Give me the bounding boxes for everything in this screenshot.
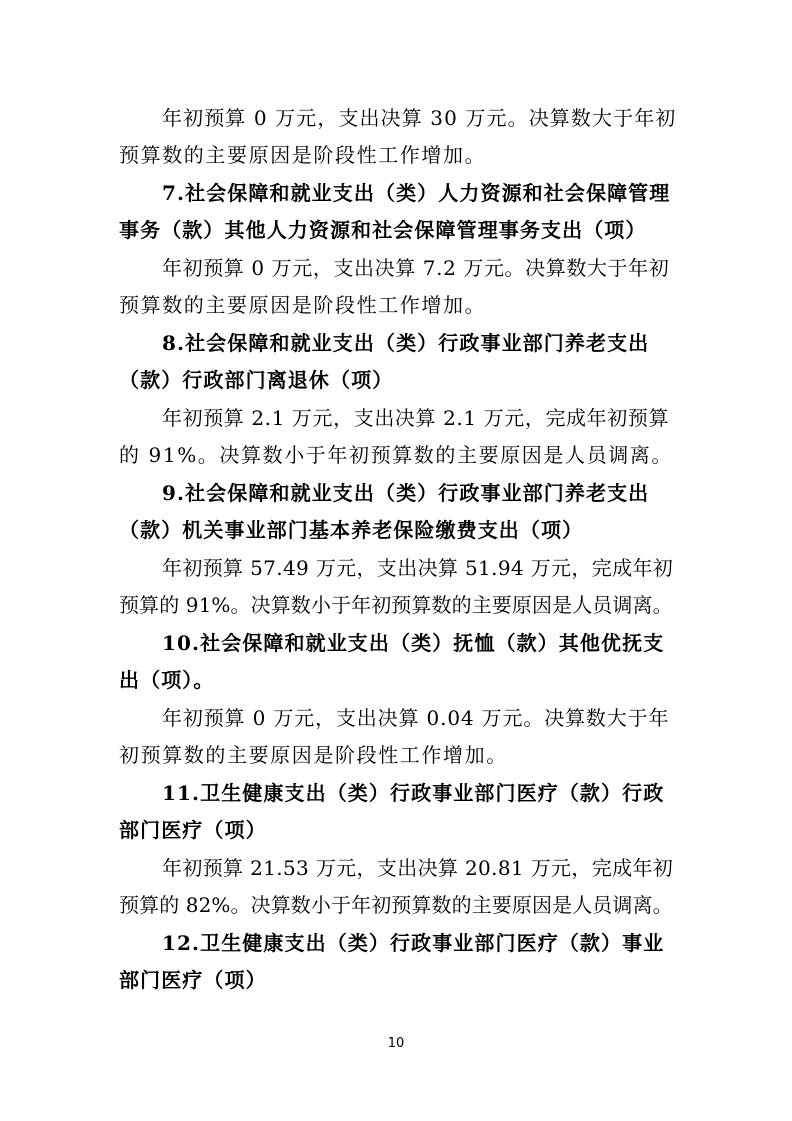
paragraph-line: 年初预算 2.1 万元，支出决算 2.1 万元，完成年初预算: [162, 406, 670, 430]
section-heading-line: 12.卫生健康支出（类）行政事业部门医疗（款）事业: [162, 931, 665, 955]
section-heading-line: 9.社会保障和就业支出（类）行政事业部门养老支出: [162, 481, 650, 505]
section-heading-line: （款）行政部门离退休（项）: [119, 368, 394, 392]
section-heading-line: 事务（款）其他人力资源和社会保障管理事务支出（项）: [119, 218, 647, 242]
paragraph-line: 初预算数的主要原因是阶段性工作增加。: [119, 743, 508, 767]
paragraph-line: 年初预算 0 万元，支出决算 30 万元。决算数大于年初: [162, 106, 677, 130]
section-heading-line: 11.卫生健康支出（类）行政事业部门医疗（款）行政: [162, 781, 665, 805]
paragraph-line: 年初预算 0 万元，支出决算 7.2 万元。决算数大于年初: [162, 256, 670, 280]
section-heading-line: 10.社会保障和就业支出（类）抚恤（款）其他优抚支: [162, 631, 665, 655]
section-heading-line: 8.社会保障和就业支出（类）行政事业部门养老支出: [162, 331, 650, 355]
paragraph-line: 预算数的主要原因是阶段性工作增加。: [119, 293, 487, 317]
paragraph-line: 年初预算 0 万元，支出决算 0.04 万元。决算数大于年: [162, 706, 670, 730]
section-heading-line: 7.社会保障和就业支出（类）人力资源和社会保障管理: [162, 181, 671, 205]
paragraph-line: 年初预算 21.53 万元，支出决算 20.81 万元，完成年初: [162, 856, 674, 880]
paragraph-line: 预算数的主要原因是阶段性工作增加。: [119, 143, 487, 167]
section-heading-line: 部门医疗（项）: [119, 968, 267, 992]
paragraph-line: 预算的 82%。决算数小于年初预算数的主要原因是人员调离。: [119, 893, 673, 917]
section-heading-line: （款）机关事业部门基本养老保险缴费支出（项）: [119, 518, 584, 542]
section-heading-line: 部门医疗（项）: [119, 818, 267, 842]
paragraph-line: 年初预算 57.49 万元，支出决算 51.94 万元，完成年初: [162, 556, 674, 580]
page-number: 10: [387, 1036, 405, 1051]
section-heading-line: 出（项）。: [119, 668, 215, 692]
paragraph-line: 预算的 91%。决算数小于年初预算数的主要原因是人员调离。: [119, 593, 673, 617]
paragraph-line: 的 91%。决算数小于年初预算数的主要原因是人员调离。: [119, 443, 674, 467]
